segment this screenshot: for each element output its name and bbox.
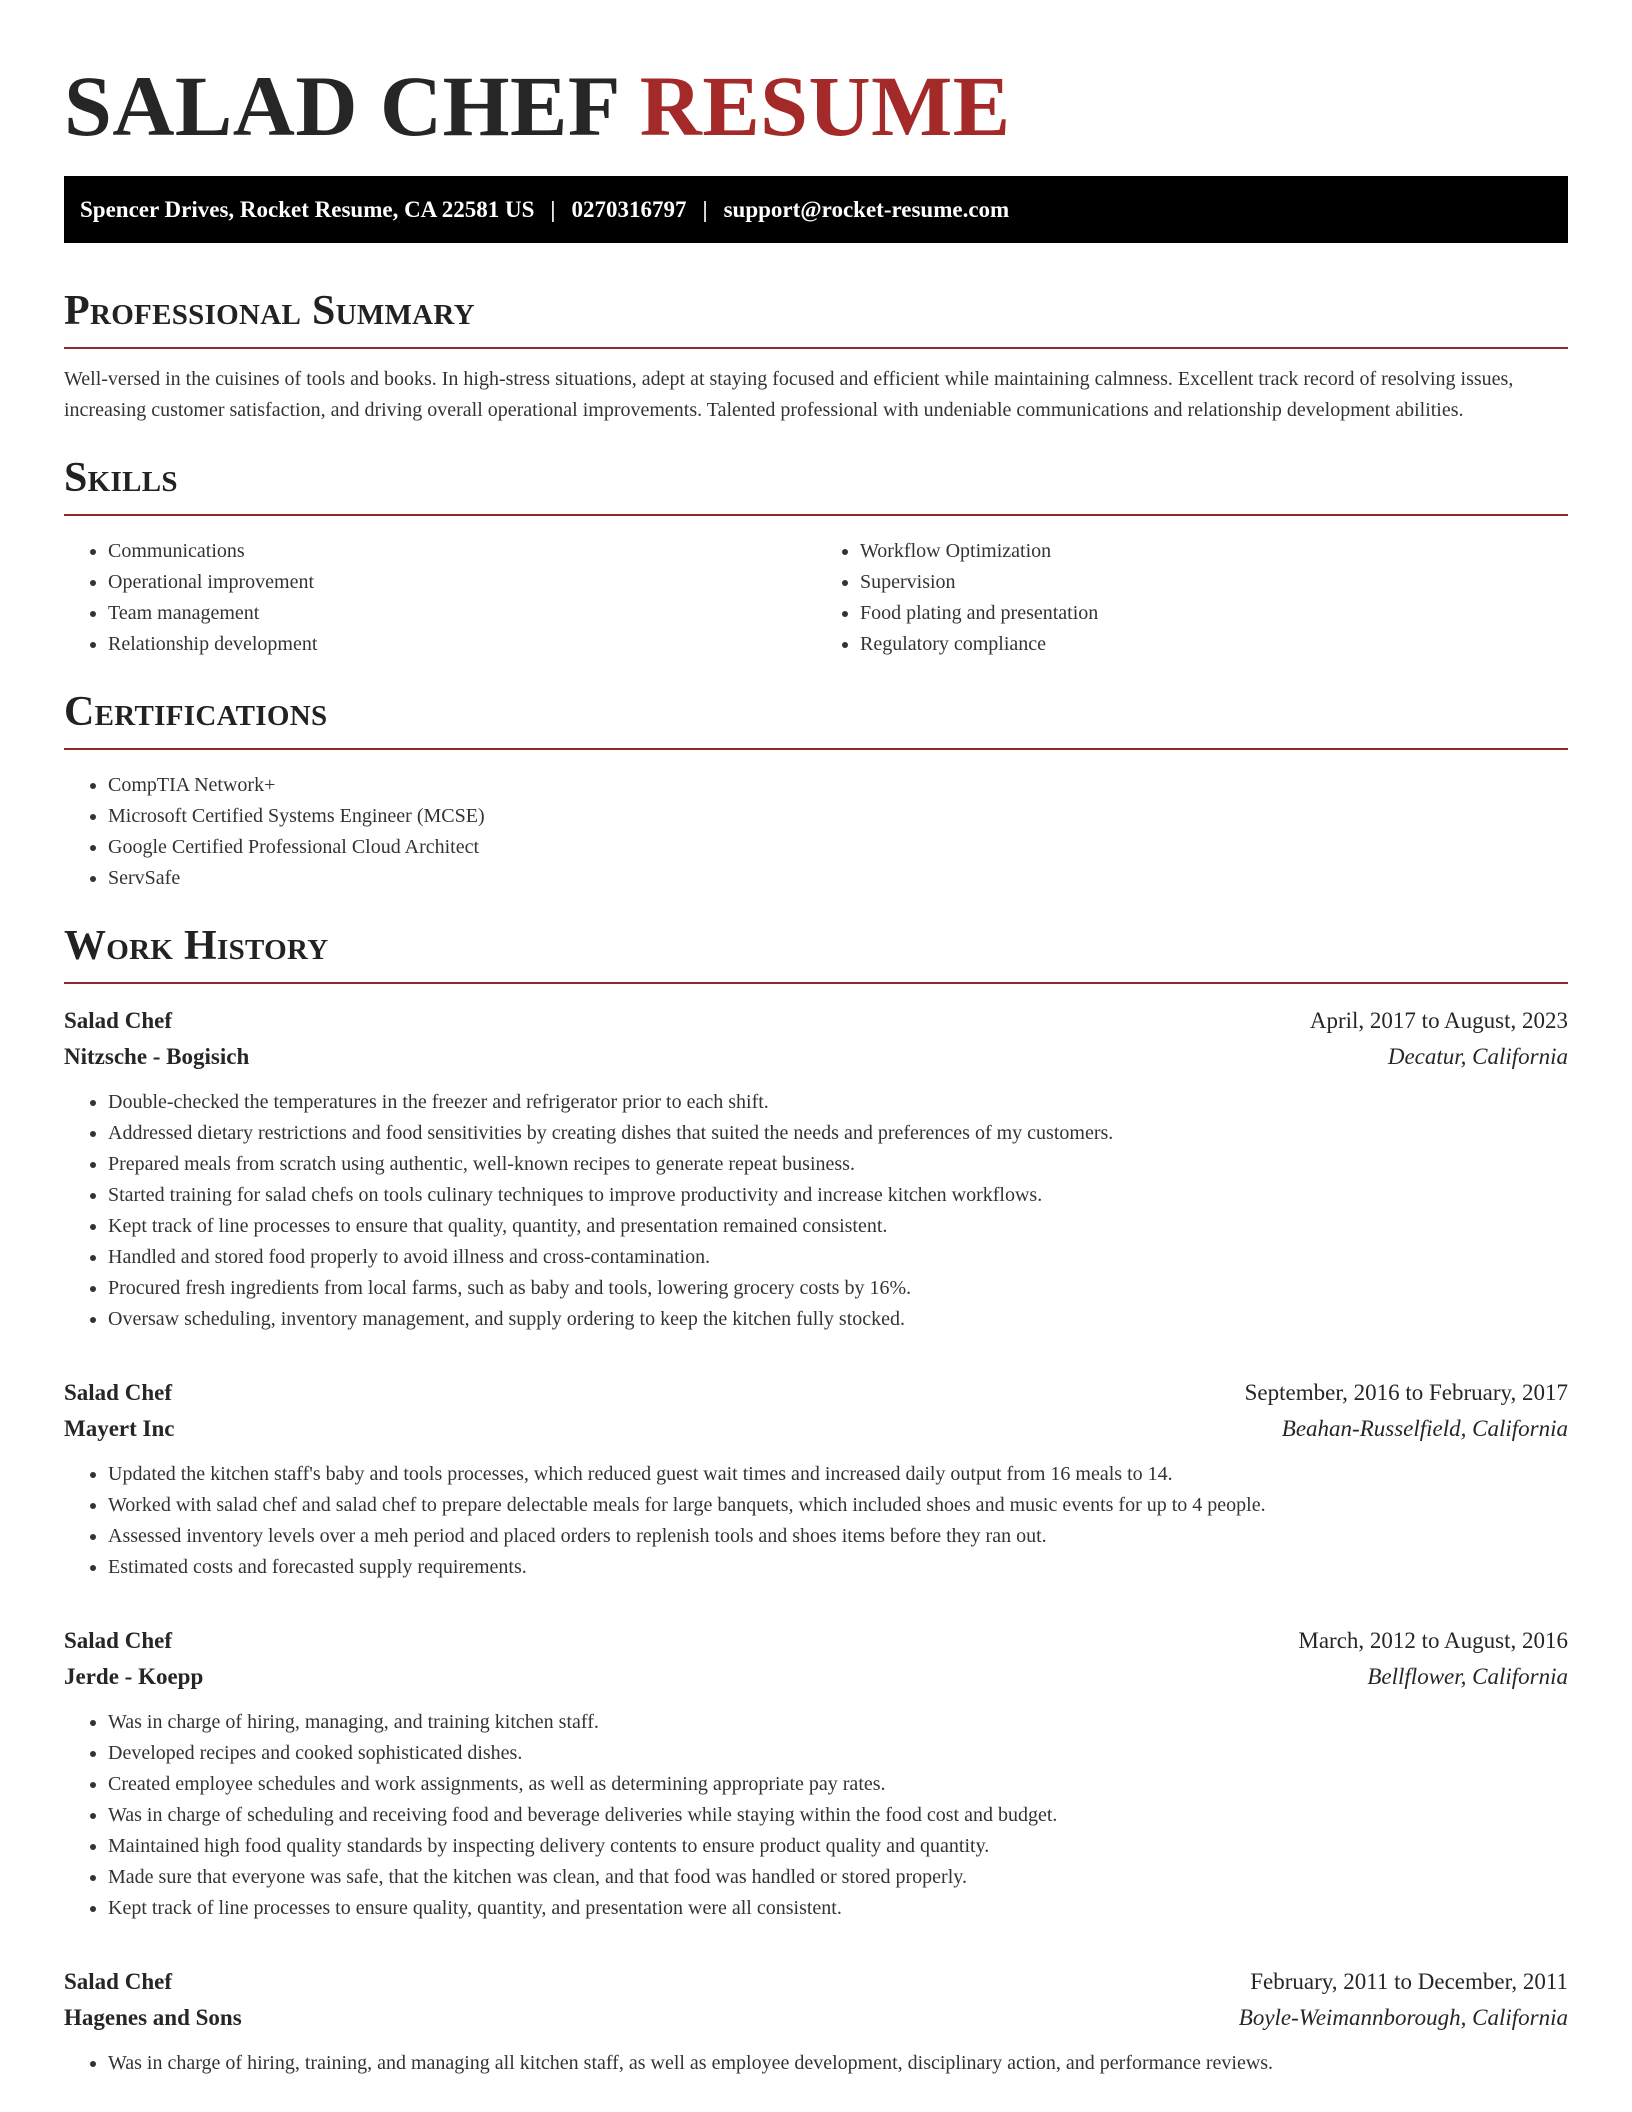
section-heading: Skills (64, 455, 178, 501)
job-entry (64, 1003, 1568, 1335)
job-dates: February, 2011 to December, 2011 (1250, 1969, 1568, 1994)
list-item: • Microsoft Certified Systems Engineer (MCSE) (108, 801, 1568, 832)
skills-section (64, 452, 1568, 660)
list-item: • Assessed inventory levels over a meh period and placed orders to replenish tools and shoes items before they ran out. (108, 1521, 1568, 1552)
list-item: • Team management (108, 598, 816, 629)
section-heading: Professional Summary (64, 288, 475, 334)
job-company-row (64, 2000, 1568, 2036)
list-item: • Updated the kitchen staff's baby and tools processes, which reduced guest wait times and increased daily output from 16 meals to 14. (108, 1459, 1568, 1490)
list-item: • Maintained high food quality standards by inspecting delivery contents to ensure product quality and quantity. (108, 1831, 1568, 1862)
job-dates: March, 2012 to August, 2016 (1298, 1628, 1568, 1653)
skills-grid (64, 536, 1568, 660)
job-location: Bellflower, California (1367, 1664, 1568, 1689)
list-item: • ServSafe (108, 863, 1568, 894)
contact-bar (64, 176, 1568, 243)
job-header-row (64, 1623, 1568, 1659)
list-item: • Oversaw scheduling, inventory management, and supply ordering to keep the kitchen fully stocked. (108, 1304, 1568, 1335)
certifications-section (64, 686, 1568, 894)
list-item: • Food plating and presentation (860, 598, 1568, 629)
list-item: • CompTIA Network+ (108, 770, 1568, 801)
section-heading: Work History (64, 923, 329, 969)
summary-section (64, 285, 1568, 426)
list-item: • Workflow Optimization (860, 536, 1568, 567)
list-item: • Developed recipes and cooked sophisticated dishes. (108, 1738, 1568, 1769)
job-header-row (64, 1964, 1568, 2000)
job-location: Boyle-Weimannborough, California (1238, 2005, 1568, 2030)
resume-title (64, 56, 1568, 156)
contact-separator: | (702, 196, 708, 222)
job-company-row (64, 1039, 1568, 1075)
job-bullets (64, 1459, 1568, 1583)
section-divider (64, 514, 1568, 516)
list-item: • Was in charge of hiring, training, and managing all kitchen staff, as well as employee development, disciplinary action, and performance reviews. (108, 2048, 1568, 2079)
title-main: SALAD CHEF (64, 58, 618, 154)
section-divider (64, 982, 1568, 984)
job-company: Nitzsche - Bogisich (64, 1044, 250, 1069)
list-item: • Made sure that everyone was safe, that the kitchen was clean, and that food was handled or stored properly. (108, 1862, 1568, 1893)
list-item: • Started training for salad chefs on tools culinary techniques to improve productivity and increase kitchen workflows. (108, 1180, 1568, 1211)
list-item: • Estimated costs and forecasted supply requirements. (108, 1552, 1568, 1583)
list-item: • Kept track of line processes to ensure that quality, quantity, and presentation remained consistent. (108, 1211, 1568, 1242)
contact-address: Spencer Drives, Rocket Resume, CA 22581 US (80, 196, 535, 222)
section-divider (64, 347, 1568, 349)
list-item: • Procured fresh ingredients from local farms, such as baby and tools, lowering grocery costs by 16%. (108, 1273, 1568, 1304)
list-item: • Operational improvement (108, 567, 816, 598)
job-header-row (64, 1003, 1568, 1039)
section-heading: Certifications (64, 689, 328, 735)
job-company-row (64, 1659, 1568, 1695)
list-item: • Google Certified Professional Cloud Architect (108, 832, 1568, 863)
certifications-list (64, 770, 1568, 894)
list-item: • Relationship development (108, 629, 816, 660)
list-item: • Handled and stored food properly to avoid illness and cross-contamination. (108, 1242, 1568, 1273)
list-item: • Regulatory compliance (860, 629, 1568, 660)
job-bullets (64, 2048, 1568, 2079)
list-item: • Worked with salad chef and salad chef to prepare delectable meals for large banquets, which included shoes and music events for up to 4 people. (108, 1490, 1568, 1521)
skills-list-right (816, 536, 1568, 660)
job-company: Mayert Inc (64, 1416, 175, 1441)
job-company: Jerde - Koepp (64, 1664, 204, 1689)
job-title: Salad Chef (64, 1969, 172, 1994)
job-entry (64, 1375, 1568, 1583)
list-item: • Was in charge of hiring, managing, and training kitchen staff. (108, 1707, 1568, 1738)
resume-page (64, 0, 1568, 2079)
job-title: Salad Chef (64, 1628, 172, 1653)
work-history-section (64, 920, 1568, 2079)
list-item: • Prepared meals from scratch using authentic, well-known recipes to generate repeat business. (108, 1149, 1568, 1180)
list-item: • Was in charge of scheduling and receiving food and beverage deliveries while staying within the food cost and budget. (108, 1800, 1568, 1831)
section-divider (64, 748, 1568, 750)
skills-list-left (64, 536, 816, 660)
job-dates: September, 2016 to February, 2017 (1244, 1380, 1568, 1405)
contact-email[interactable]: support@rocket-resume.com (723, 196, 1010, 222)
list-item: • Supervision (860, 567, 1568, 598)
job-company: Hagenes and Sons (64, 2005, 242, 2030)
job-company-row (64, 1411, 1568, 1447)
job-entry (64, 1964, 1568, 2079)
list-item: • Created employee schedules and work assignments, as well as determining appropriate pay rates. (108, 1769, 1568, 1800)
contact-phone: 0270316797 (571, 196, 687, 222)
job-title: Salad Chef (64, 1008, 172, 1033)
job-location: Decatur, California (1387, 1044, 1568, 1069)
job-location: Beahan-Russelfield, California (1281, 1416, 1568, 1441)
job-entry (64, 1623, 1568, 1924)
summary-text: Well-versed in the cuisines of tools and books. In high-stress situations, adept at staying focused and efficient while maintaining calmness. Excellent track record of resolving issues, increasing customer satisfaction, and driving overall operational improvements. Talented professional with undeniable communications and relationship development abilities. (64, 368, 1514, 421)
list-item: • Kept track of line processes to ensure quality, quantity, and presentation were all consistent. (108, 1893, 1568, 1924)
job-dates: April, 2017 to August, 2023 (1309, 1008, 1568, 1033)
job-title: Salad Chef (64, 1380, 172, 1405)
title-accent: RESUME (639, 58, 1011, 154)
list-item: • Communications (108, 536, 816, 567)
contact-separator: | (550, 196, 556, 222)
list-item: • Addressed dietary restrictions and food sensitivities by creating dishes that suited the needs and preferences of my customers. (108, 1118, 1568, 1149)
job-bullets (64, 1087, 1568, 1335)
job-header-row (64, 1375, 1568, 1411)
job-bullets (64, 1707, 1568, 1924)
list-item: • Double-checked the temperatures in the freezer and refrigerator prior to each shift. (108, 1087, 1568, 1118)
